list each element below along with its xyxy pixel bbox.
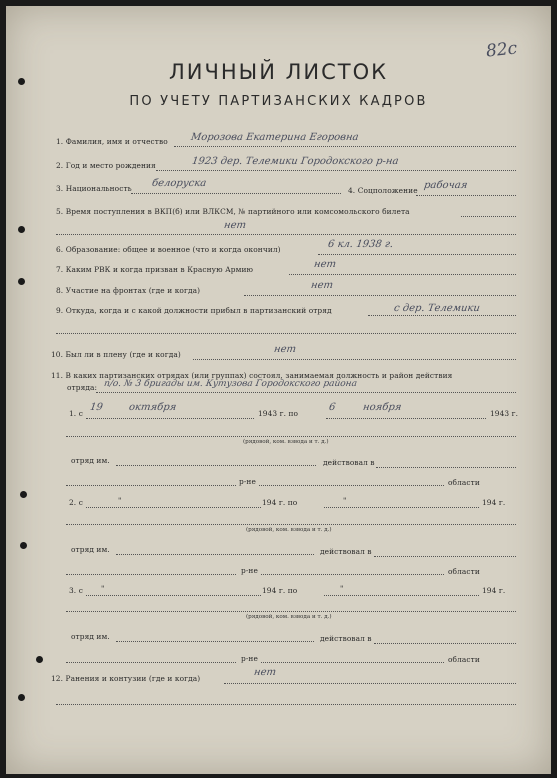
- entry-1-num: 1. с: [69, 409, 83, 418]
- entry-3-unit-label: отряд им.: [71, 632, 110, 641]
- field-5-line: [461, 216, 516, 217]
- entry-2-to-year: 194 г.: [482, 498, 506, 507]
- entry-3-rank-line: [66, 611, 516, 612]
- entry-2-rank-line: [66, 524, 516, 525]
- entry-2-num: 2. с: [69, 498, 83, 507]
- entry-2-unit-line: [116, 554, 314, 555]
- page-title: ЛИЧНЫЙ ЛИСТОК: [168, 60, 389, 84]
- field-1-label: 1. Фамилия, имя и отчество: [56, 137, 168, 146]
- entry-2-from-year: 194 г. по: [262, 498, 298, 507]
- field-6-line: [318, 254, 516, 255]
- punch-hole: [36, 656, 43, 663]
- entry-3-district-line: [66, 662, 236, 663]
- field-12-line-2: [56, 704, 516, 705]
- entry-2-quote: ": [118, 496, 122, 505]
- field-12-line: [224, 683, 516, 684]
- field-7-line: [289, 274, 516, 275]
- punch-hole: [18, 226, 25, 233]
- entry-2-unit-label: отряд им.: [71, 545, 110, 554]
- field-12-value: нет: [253, 667, 277, 678]
- field-11-label: 11. В каких партизанских отрядах (или группах) состоял, занимаемая должность и район действия: [51, 371, 453, 380]
- entry-3-acted-line: [374, 643, 516, 644]
- field-4-line: [416, 195, 516, 196]
- entry-1-district-label: р-не: [239, 477, 256, 486]
- entry-2-quote-2: ": [343, 496, 347, 505]
- punch-hole: [20, 542, 27, 549]
- entry-2-line-a: [86, 507, 261, 508]
- entry-2-acted-label: действовал в: [320, 547, 372, 556]
- entry-3-line-b: [324, 595, 479, 596]
- entry-2-region-label: области: [448, 567, 480, 576]
- entry-1-from-day: 19: [89, 402, 104, 413]
- entry-1-region-label: области: [448, 478, 480, 487]
- punch-hole: [18, 278, 25, 285]
- field-7-label: 7. Каким РВК и когда призван в Красную Армию: [56, 265, 254, 274]
- corner-mark: 82с: [485, 38, 519, 62]
- entry-1-acted-line: [376, 467, 516, 468]
- document-page: [6, 6, 551, 774]
- field-4-value: рабочая: [423, 180, 469, 191]
- entry-3-acted-label: действовал в: [320, 634, 372, 643]
- entry-1-unit-label: отряд им.: [71, 456, 110, 465]
- field-6-value: 6 кл. 1938 г.: [327, 239, 394, 250]
- entry-3-district-label: р-не: [241, 654, 258, 663]
- field-9-line: [368, 315, 516, 316]
- field-8-line: [244, 295, 516, 296]
- field-4-label: 4. Соцположение: [348, 186, 418, 195]
- field-2-value: 1923 дер. Телемики Городокского р-на: [191, 156, 400, 167]
- field-9-value: с дер. Телемики: [393, 303, 481, 314]
- entry-1-rank-line: [66, 436, 516, 437]
- entry-1-to-year: 1943 г.: [490, 409, 519, 418]
- entry-3-rank-hint: (рядовой, ком. взвода и т. д.): [246, 614, 332, 620]
- entry-3-region-line: [261, 662, 444, 663]
- entry-1-line-a: [86, 418, 254, 419]
- field-10-line: [193, 359, 516, 360]
- field-11-value: п/о. № 3 бригады им. Кутузова Городокского района: [103, 379, 358, 389]
- field-10-label: 10. Был ли в плену (где и когда): [51, 350, 181, 359]
- entry-3-quote-2: ": [340, 584, 344, 593]
- entry-3-to-year: 194 г.: [482, 586, 506, 595]
- entry-2-district-line: [66, 574, 236, 575]
- entry-1-from-year: 1943 г. по: [258, 409, 299, 418]
- entry-3-num: 3. с: [69, 586, 83, 595]
- entry-3-region-label: области: [448, 655, 480, 664]
- field-2-line: [156, 170, 516, 171]
- field-5-value: нет: [223, 220, 247, 231]
- punch-hole: [20, 491, 27, 498]
- entry-1-region-line: [259, 485, 444, 486]
- field-3-line: [131, 193, 341, 194]
- field-11-line: [96, 392, 516, 393]
- entry-3-line-a: [86, 595, 261, 596]
- entry-1-rank-hint: (рядовой, ком. взвода и т. д.): [243, 439, 329, 445]
- field-1-line: [174, 146, 516, 147]
- field-9-label: 9. Откуда, когда и с какой должности прибыл в партизанский отряд: [56, 306, 332, 315]
- entry-2-region-line: [261, 574, 444, 575]
- field-7-value: нет: [313, 259, 337, 270]
- field-10-value: нет: [273, 344, 297, 355]
- punch-hole: [18, 694, 25, 701]
- field-5-label: 5. Время поступления в ВКП(б) или ВЛКСМ, № партийного или комсомольского билета: [56, 207, 410, 216]
- field-1-value: Морозова Екатерина Егоровна: [190, 132, 360, 143]
- field-3-label: 3. Национальность: [56, 184, 132, 193]
- entry-3-quote: ": [101, 584, 105, 593]
- field-8-label: 8. Участие на фронтах (где и когда): [56, 286, 201, 295]
- entry-2-acted-line: [374, 556, 516, 557]
- entry-2-district-label: р-не: [241, 566, 258, 575]
- entry-2-rank-hint: (рядовой, ком. взвода и т. д.): [246, 527, 332, 533]
- entry-1-line-b: [326, 418, 486, 419]
- field-5-line-2: [56, 234, 516, 235]
- entry-3-unit-line: [116, 641, 314, 642]
- field-11-label-b: отряда:: [67, 383, 98, 392]
- entry-1-district-line: [66, 485, 236, 486]
- field-9-line-2: [56, 333, 516, 334]
- entry-1-acted-label: действовал в: [323, 458, 375, 467]
- entry-3-from-year: 194 г. по: [262, 586, 298, 595]
- page-subtitle: ПО УЧЕТУ ПАРТИЗАНСКИХ КАДРОВ: [129, 94, 428, 109]
- entry-1-to-month: ноября: [362, 402, 403, 413]
- entry-1-from-month: октября: [128, 402, 178, 413]
- field-12-label: 12. Ранения и контузии (где и когда): [51, 674, 201, 683]
- field-8-value: нет: [310, 280, 334, 291]
- entry-1-unit-line: [116, 465, 316, 466]
- field-3-value: белоруска: [151, 178, 207, 189]
- entry-1-to-day: 6: [328, 402, 337, 413]
- entry-2-line-b: [324, 507, 479, 508]
- field-6-label: 6. Образование: общее и военное (что и когда окончил): [56, 245, 281, 254]
- field-2-label: 2. Год и место рождения: [56, 161, 156, 170]
